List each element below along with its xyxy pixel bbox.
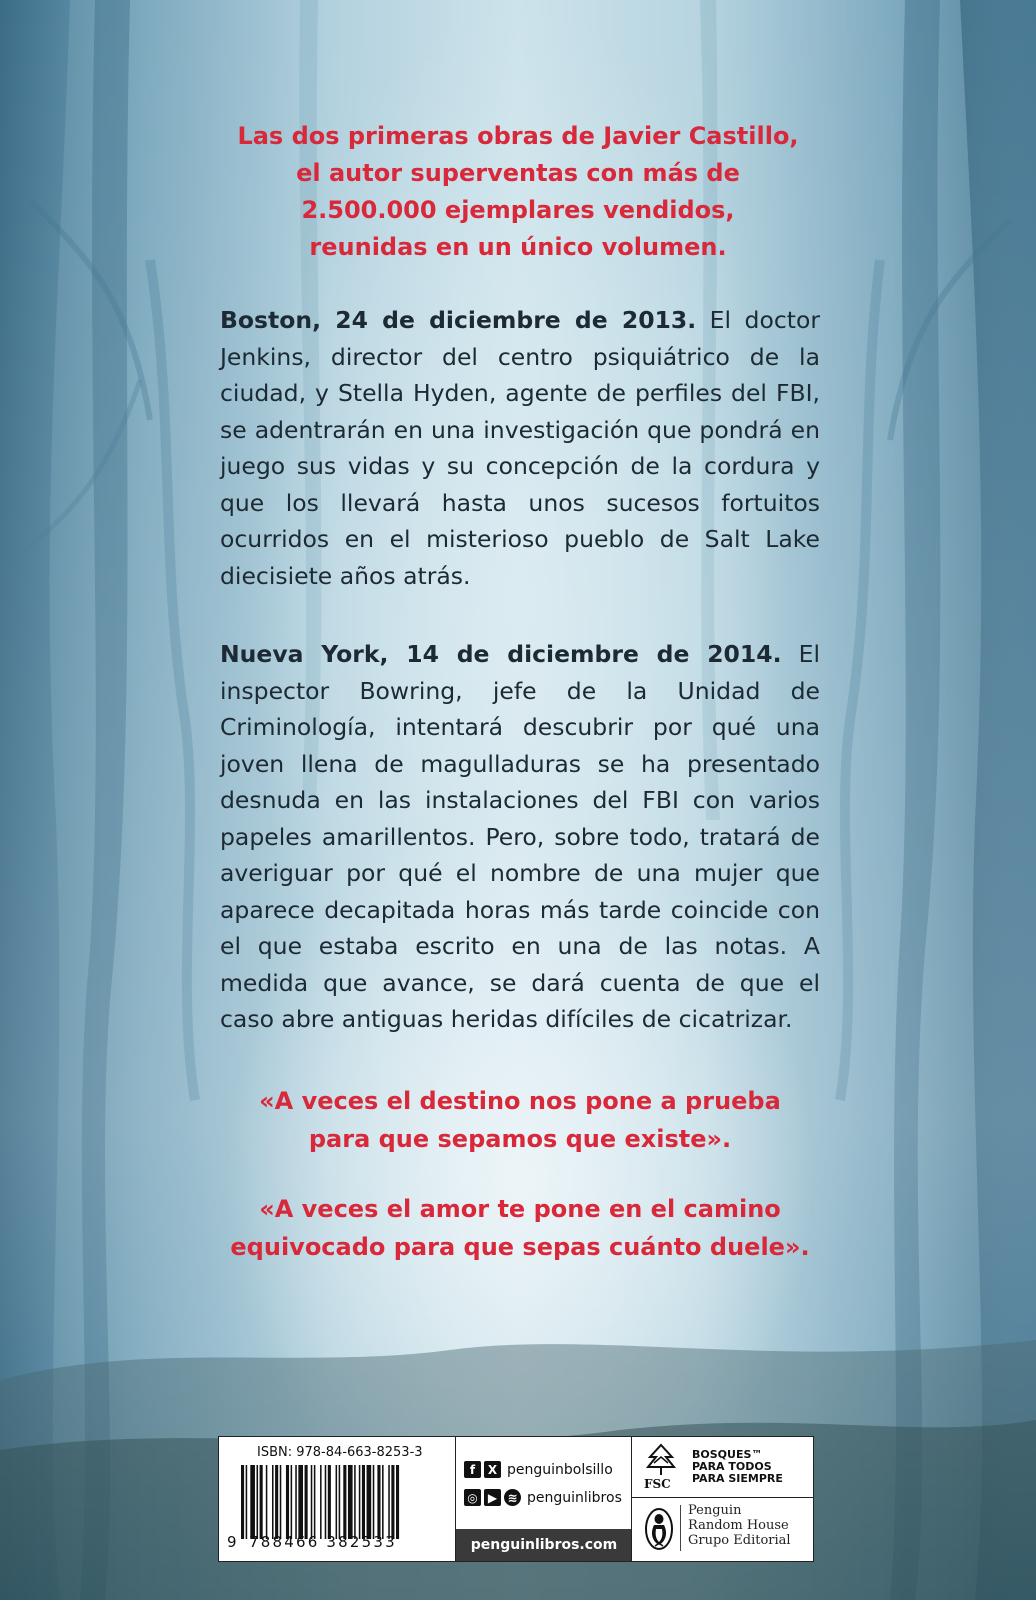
barcode-bar bbox=[396, 1465, 399, 1539]
fsc-badge bbox=[631, 1437, 814, 1498]
synopsis-2-body: El inspector Bowring, jefe de la Unidad de Criminología, intentará descubrir por qué una joven llena de magulladuras se ha presentado desnuda en las instalaciones del FBI con varios papeles amarillentos. Pero, sobre todo, tratará de averiguar por qué el nombre de una mujer que aparece decapitada horas más tarde coincide con el que estaba escrito en una de las notas. A medida que avance, se dará cuenta de que el caso abre antiguas heridas difíciles de cicatrizar. bbox=[220, 640, 820, 1033]
quote-1 bbox=[220, 1082, 820, 1158]
fsc-slogan-line: BOSQUES™ bbox=[692, 1448, 763, 1461]
info-panel bbox=[218, 1436, 814, 1562]
barcode-first-digit: 9 bbox=[227, 1533, 238, 1551]
publisher-logo bbox=[631, 1497, 814, 1561]
website-link[interactable]: penguinlibros.com bbox=[455, 1529, 632, 1561]
publisher-name-line: Penguin bbox=[688, 1503, 742, 1518]
barcode-bar bbox=[367, 1465, 372, 1539]
barcode bbox=[241, 1465, 447, 1539]
social-links bbox=[455, 1437, 632, 1529]
barcode-bar bbox=[311, 1465, 313, 1539]
barcode-bar bbox=[291, 1465, 293, 1539]
fsc-slogan-line: PARA SIEMPRE bbox=[692, 1472, 783, 1485]
penguin-icon bbox=[644, 1507, 674, 1551]
quote-2-line: «A veces el amor te pone en el camino bbox=[259, 1195, 781, 1223]
synopsis-paragraph-2 bbox=[220, 636, 820, 1038]
barcode-bar bbox=[391, 1465, 394, 1539]
fsc-slogan-line: PARA TODOS bbox=[692, 1460, 772, 1473]
barcode-bar bbox=[260, 1465, 263, 1539]
barcode-bar bbox=[343, 1465, 346, 1539]
quote-2-line: equivocado para que sepas cuánto duele». bbox=[230, 1233, 810, 1261]
barcode-bar bbox=[373, 1465, 375, 1539]
tagline-line: Las dos primeras obras de Javier Castillo, bbox=[237, 122, 799, 150]
barcode-bar bbox=[286, 1465, 289, 1539]
barcode-bar bbox=[241, 1465, 244, 1539]
social-handle-bolsillo: penguinbolsillo bbox=[507, 1461, 613, 1478]
synopsis-2-lead: Nueva York, 14 de diciembre de 2014. bbox=[220, 640, 782, 668]
fsc-tree-icon bbox=[642, 1443, 680, 1477]
barcode-bar bbox=[388, 1465, 390, 1539]
publisher-name-line: Random House bbox=[688, 1518, 789, 1533]
synopsis-paragraph-1 bbox=[220, 302, 820, 594]
barcode-bar bbox=[305, 1465, 308, 1539]
fsc-label: FSC bbox=[644, 1477, 671, 1491]
quote-2 bbox=[200, 1190, 840, 1266]
barcode-bar bbox=[359, 1465, 361, 1539]
barcode-bar bbox=[295, 1465, 297, 1539]
barcode-bar bbox=[325, 1465, 327, 1539]
social-row-bolsillo bbox=[464, 1461, 613, 1478]
social-row-libros bbox=[464, 1489, 622, 1506]
barcode-bar bbox=[377, 1465, 380, 1539]
publisher-name-line: Grupo Editorial bbox=[688, 1533, 791, 1548]
barcode-bar bbox=[266, 1465, 268, 1539]
publisher-name bbox=[688, 1503, 791, 1548]
barcode-bar bbox=[382, 1465, 384, 1539]
barcode-bar bbox=[298, 1465, 303, 1539]
barcode-number: 788466 382533 bbox=[249, 1533, 397, 1551]
youtube-icon[interactable]: ▶ bbox=[484, 1489, 501, 1506]
barcode-bar bbox=[280, 1465, 282, 1539]
synopsis-1-body: El doctor Jenkins, director del centro psiquiátrico de la ciudad, y Stella Hyden, agente de perfiles del FBI, se adentrarán en una investigación que pondrá en juego sus vidas y su concepción de la cordura y que los llevará hasta unos sucesos fortuitos ocurridos en el misterioso pueblo de Salt Lake diecisiete años atrás. bbox=[220, 306, 820, 590]
barcode-bar bbox=[275, 1465, 278, 1539]
quote-1-line: para que sepamos que existe». bbox=[308, 1125, 732, 1153]
barcode-bar bbox=[314, 1465, 316, 1539]
fsc-slogan bbox=[692, 1449, 804, 1485]
facebook-icon[interactable]: f bbox=[464, 1461, 481, 1478]
isbn-label: ISBN: 978-84-663-8253-3 bbox=[257, 1445, 423, 1460]
barcode-bar bbox=[336, 1465, 338, 1539]
barcode-bar bbox=[257, 1465, 259, 1539]
social-handle-libros: penguinlibros bbox=[527, 1489, 622, 1506]
barcode-bar bbox=[348, 1465, 353, 1539]
tagline-line: el autor superventas con más de bbox=[296, 159, 740, 187]
spotify-icon[interactable]: ≋ bbox=[504, 1489, 521, 1506]
barcode-bar bbox=[362, 1465, 365, 1539]
barcode-bar bbox=[250, 1465, 255, 1539]
tagline-line: 2.500.000 ejemplares vendidos, bbox=[301, 196, 735, 224]
tagline-line: reunidas en un único volumen. bbox=[309, 233, 727, 261]
quote-1-line: «A veces el destino nos pone a prueba bbox=[259, 1087, 781, 1115]
barcode-bar bbox=[246, 1465, 248, 1539]
barcode-bar bbox=[328, 1465, 331, 1539]
barcode-bar bbox=[339, 1465, 341, 1539]
synopsis-1-lead: Boston, 24 de diciembre de 2013. bbox=[220, 306, 697, 334]
barcode-bar bbox=[272, 1465, 274, 1539]
instagram-icon[interactable]: ◎ bbox=[464, 1489, 481, 1506]
barcode-bar bbox=[354, 1465, 356, 1539]
tagline bbox=[200, 118, 836, 266]
x-icon[interactable]: X bbox=[484, 1461, 501, 1478]
barcode-bar bbox=[320, 1465, 322, 1539]
